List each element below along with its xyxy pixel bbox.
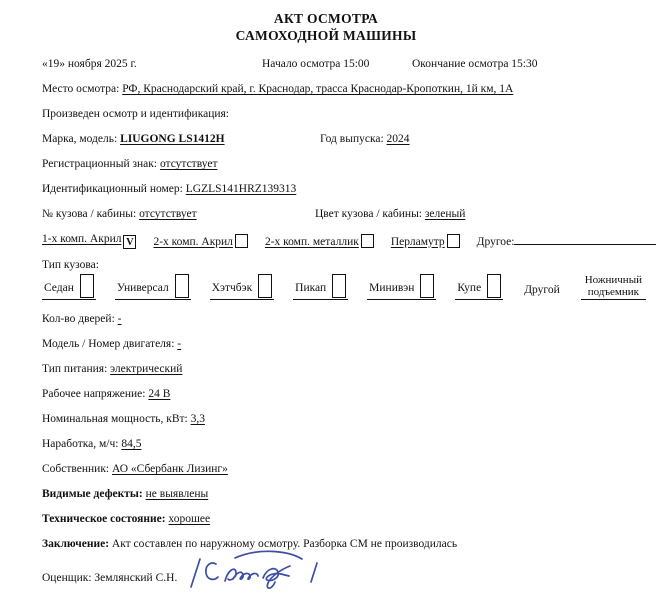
- paint-option-2k-metallic: [265, 234, 374, 249]
- place-label: Место осмотра:: [42, 83, 120, 95]
- checkbox-1k-acryl[interactable]: [123, 235, 136, 249]
- inspection-date: «19» ноября 2025 г.: [42, 58, 137, 70]
- body-number-row: [42, 208, 610, 221]
- hours-value: 84,5: [121, 438, 142, 450]
- checkbox-pearl[interactable]: [447, 234, 460, 248]
- checkbox-coupe[interactable]: [487, 274, 501, 298]
- checkbox-2k-metallic[interactable]: [361, 234, 374, 248]
- brand-value: LIUGONG LS1412H: [120, 133, 225, 145]
- engine-label: Модель / Номер двигателя:: [42, 338, 175, 350]
- condition-value: хорошее: [168, 513, 211, 525]
- nominal-power-row: [42, 413, 610, 426]
- nominal-power-value: 3,3: [190, 413, 205, 425]
- place-row: [42, 83, 610, 96]
- owner-value: АО «Сбербанк Лизинг»: [112, 463, 228, 475]
- performed-row: Произведен осмотр и идентификация:: [42, 108, 229, 120]
- power-type-label: Тип питания:: [42, 363, 108, 375]
- doors-value: -: [117, 313, 122, 325]
- appraiser-label: Оценщик:: [42, 571, 92, 584]
- defects-value: не выявлены: [145, 488, 209, 500]
- place-value: РФ, Краснодарский край, г. Краснодар, трасса Краснодар-Кропоткин, 1й км, 1А: [122, 83, 514, 95]
- body-type-minivan: [367, 274, 436, 300]
- paint-option-label: 1-х комп. Акрил: [42, 233, 122, 245]
- vin-value: LGZLS141HRZ139313: [185, 183, 297, 195]
- defects-row: [42, 488, 610, 501]
- checkbox-universal[interactable]: [175, 274, 189, 298]
- conclusion-value: Акт составлен по наружному осмотру. Разборка СМ не производилась: [111, 538, 458, 550]
- brand-field: [42, 133, 320, 146]
- power-type-row: [42, 363, 610, 376]
- body-type-option-label: Пикап: [295, 282, 327, 294]
- vin-row: [42, 183, 610, 196]
- doors-row: [42, 313, 610, 326]
- body-type-option-label: Минивэн: [369, 282, 415, 294]
- body-number-field: [42, 208, 315, 221]
- checkbox-minivan[interactable]: [420, 274, 434, 298]
- paint-option-label: 2-х комп. Акрил: [153, 235, 233, 248]
- title-line1: АКТ ОСМОТРА: [273, 11, 379, 26]
- vin-label: Идентификационный номер:: [42, 183, 183, 195]
- body-type-option-label: Седан: [44, 282, 74, 294]
- power-type-value: электрический: [110, 363, 183, 375]
- paint-option-2k-acryl: [153, 234, 247, 249]
- paint-option-other: [477, 233, 656, 249]
- body-type-coupe: [455, 274, 503, 300]
- body-number-label: № кузова / кабины:: [42, 208, 137, 220]
- color-value: зеленый: [424, 208, 466, 220]
- color-label: Цвет кузова / кабины:: [315, 208, 422, 220]
- year-label: Год выпуска:: [320, 133, 384, 145]
- checkbox-hatchback[interactable]: [258, 274, 272, 298]
- body-type-other-value: Ножничный подъемник: [581, 274, 646, 300]
- engine-row: [42, 338, 610, 351]
- year-field: [320, 133, 410, 146]
- voltage-row: [42, 388, 610, 401]
- owner-row: [42, 463, 610, 476]
- appraiser-row: [42, 563, 610, 593]
- condition-label: Техническое состояние:: [42, 513, 166, 525]
- date-row: [42, 58, 610, 71]
- doors-label: Кол-во дверей:: [42, 313, 115, 325]
- color-field: [315, 208, 465, 221]
- engine-value: -: [177, 338, 182, 350]
- voltage-value: 24 В: [148, 388, 171, 400]
- defects-label: Видимые дефекты:: [42, 488, 143, 500]
- body-type-sedan: [42, 274, 96, 300]
- voltage-label: Рабочее напряжение:: [42, 388, 146, 400]
- body-type-row: [42, 274, 642, 300]
- body-type-other-label: Другой: [524, 284, 560, 296]
- paint-other-blank-field[interactable]: [514, 233, 656, 245]
- paint-option-label: Перламутр: [390, 235, 445, 248]
- brand-label: Марка, модель:: [42, 133, 118, 145]
- body-type-option-label: Универсал: [116, 282, 169, 294]
- title-line2: САМОХОДНОЙ МАШИНЫ: [235, 28, 417, 43]
- body-type-universal: [115, 274, 191, 300]
- paint-option-label: 2-х комп. металлик: [264, 235, 359, 248]
- hours-label: Наработка, м/ч:: [42, 438, 119, 450]
- body-type-pickup: [293, 274, 348, 300]
- condition-row: [42, 513, 610, 526]
- paint-option-1k-acryl: [42, 233, 136, 249]
- body-type-option-label: Купе: [457, 282, 482, 294]
- body-type-hatchback: [210, 274, 274, 300]
- body-number-value: отсутствует: [139, 208, 197, 220]
- signature-icon: [183, 549, 333, 593]
- paint-type-row: [42, 233, 610, 249]
- checkbox-mark: V: [126, 237, 134, 248]
- paint-option-pearl: [391, 234, 460, 249]
- paint-other-label: Другое:: [476, 236, 515, 248]
- owner-label: Собственник:: [42, 463, 110, 475]
- hours-row: [42, 438, 610, 451]
- checkbox-sedan[interactable]: [80, 274, 94, 298]
- appraiser-name: Землянский С.Н.: [94, 571, 178, 584]
- checkbox-2k-acryl[interactable]: [235, 234, 248, 248]
- body-type-label: Тип кузова:: [42, 259, 99, 271]
- conclusion-label: Заключение:: [42, 538, 110, 550]
- year-value: 2024: [386, 133, 410, 145]
- reg-label: Регистрационный знак:: [42, 158, 158, 170]
- reg-row: [42, 158, 610, 171]
- document-title: [42, 10, 610, 44]
- inspection-start-time: Начало осмотра 15:00: [262, 58, 370, 70]
- brand-row: [42, 133, 610, 146]
- body-type-option-label: Хэтчбэк: [211, 282, 253, 294]
- nominal-power-label: Номинальная мощность, кВт:: [42, 413, 188, 425]
- inspection-end-time: Окончание осмотра 15:30: [412, 58, 538, 70]
- reg-value: отсутствует: [159, 158, 218, 170]
- checkbox-pickup[interactable]: [332, 274, 346, 298]
